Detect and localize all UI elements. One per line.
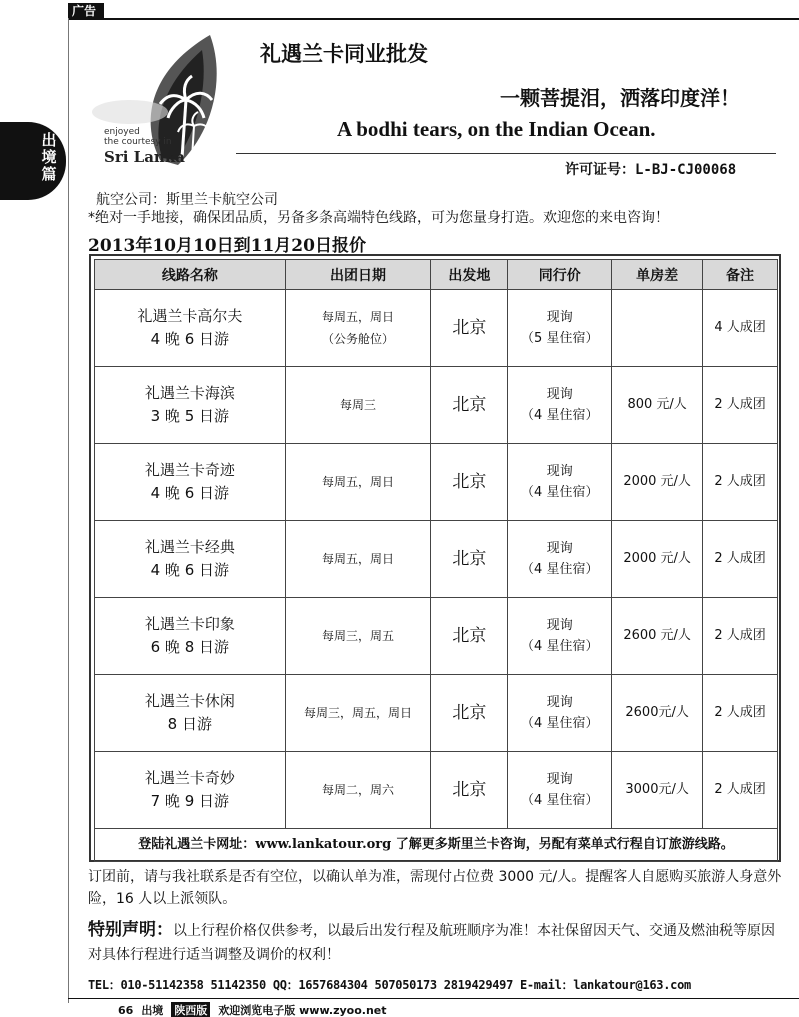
col-remark: 备注 [703, 260, 778, 290]
single-cell [612, 290, 703, 367]
table-row [95, 675, 778, 752]
date-cell: 每周五，周日 [285, 444, 431, 521]
date-cell: 每周二，周六 [285, 752, 431, 829]
single-cell: 3000元/人 [612, 752, 703, 829]
table-row [95, 521, 778, 598]
price-table-frame [89, 254, 781, 862]
table-header-row [95, 260, 778, 290]
route-cell: 礼遇兰卡奇妙 7 晚 9 日游 [95, 752, 286, 829]
left-rule [68, 18, 69, 1003]
remark-cell: 2 人成团 [703, 444, 778, 521]
special-statement [88, 918, 788, 967]
logo-line2: the courtesy in [104, 137, 172, 147]
price-cell: 现询 （4 星住宿） [508, 444, 612, 521]
table-row [95, 752, 778, 829]
airline-info: 航空公司：斯里兰卡航空公司 [96, 192, 278, 208]
route-cell: 礼遇兰卡印象 6 晚 8 日游 [95, 598, 286, 675]
single-cell: 800 元/人 [612, 367, 703, 444]
route-cell: 礼遇兰卡高尔夫 4 晚 6 日游 [95, 290, 286, 367]
date-cell: 每周三，周五 [285, 598, 431, 675]
edition-badge: 陕西版 [171, 1002, 210, 1017]
remark-cell: 2 人成团 [703, 367, 778, 444]
col-date: 出团日期 [285, 260, 431, 290]
side-tab-label: 出境篇 [41, 131, 57, 183]
route-cell: 礼遇兰卡海滨 3 晚 5 日游 [95, 367, 286, 444]
license-value: L-BJ-CJ00068 [635, 162, 737, 178]
route-cell: 礼遇兰卡休闲 8 日游 [95, 675, 286, 752]
license-number [565, 159, 736, 179]
logo-tagline [104, 127, 224, 147]
price-cell: 现询 （4 星住宿） [508, 598, 612, 675]
price-cell: 现询 （4 星住宿） [508, 521, 612, 598]
col-single-supplement: 单房差 [612, 260, 703, 290]
website-note: 登陆礼遇兰卡网址：www.lankatour.org 了解更多斯里兰卡咨询，另配有菜单式行程自订旅游线路。 [95, 829, 778, 862]
section-side-tab [0, 122, 66, 200]
single-cell: 2600 元/人 [612, 598, 703, 675]
route-cell: 礼遇兰卡奇迹 4 晚 6 日游 [95, 444, 286, 521]
price-period-title: 2013年10月10日到11月20日报价 [88, 236, 366, 256]
table-row [95, 367, 778, 444]
license-label: 许可证号： [565, 162, 635, 178]
price-cell: 现询 （4 星住宿） [508, 752, 612, 829]
table-row [95, 444, 778, 521]
footer-site: 欢迎浏览电子版 www.zyoo.net [218, 1004, 387, 1017]
header-rule [236, 153, 776, 154]
logo-brand: Sri Lanka [104, 148, 185, 166]
date-cell: 每周三 [285, 367, 431, 444]
top-rule [68, 18, 799, 20]
ad-tag: 广告 [68, 3, 104, 19]
price-cell: 现询 （4 星住宿） [508, 675, 612, 752]
remark-cell: 2 人成团 [703, 752, 778, 829]
table-row [95, 290, 778, 367]
city-cell: 北京 [431, 290, 508, 367]
booking-note: 订团前，请与我社联系是否有空位，以确认单为准，需现付占位费 3000 元/人。提醒客人自愿购买旅游人身意外险，16 人以上派领队。 [88, 869, 782, 907]
bottom-rule [68, 998, 799, 999]
remark-cell: 4 人成团 [703, 290, 778, 367]
footer-section: 出境 [141, 1004, 164, 1017]
ad-title: 礼遇兰卡同业批发 [260, 41, 428, 66]
page-footer [118, 1002, 387, 1017]
table-row [95, 598, 778, 675]
col-route: 线路名称 [95, 260, 286, 290]
slogan-cn: 一颗菩提泪，洒落印度洋！ [500, 86, 740, 110]
remark-cell: 2 人成团 [703, 521, 778, 598]
page-number: 66 [118, 1003, 134, 1017]
statement-lead: 特别声明： [88, 920, 173, 940]
intro-note: *绝对一手地接，确保团品质，另备多条高端特色线路，可为您量身打造。欢迎您的来电咨询！ [88, 210, 669, 226]
table-footer-row [95, 829, 778, 862]
sri-lanka-logo [90, 30, 240, 175]
date-cell: 每周五，周日 [285, 521, 431, 598]
price-table [94, 259, 778, 862]
city-cell: 北京 [431, 752, 508, 829]
col-price: 同行价 [508, 260, 612, 290]
city-cell: 北京 [431, 367, 508, 444]
single-cell: 2000 元/人 [612, 521, 703, 598]
col-departure: 出发地 [431, 260, 508, 290]
statement-text: 以上行程价格仅供参考，以最后出发行程及航班顺序为准！本社保留因天气、交通及燃油税等原因对具体行程进行适当调整及调价的权利！ [88, 923, 775, 963]
remark-cell: 2 人成团 [703, 598, 778, 675]
slogan-en: A bodhi tears, on the Indian Ocean. [337, 117, 656, 141]
route-cell: 礼遇兰卡经典 4 晚 6 日游 [95, 521, 286, 598]
contact-line: TEL：010-51142358 51142350 QQ：1657684304 507050173 2819429497 E-mail：lankatour@163.com [88, 978, 691, 992]
city-cell: 北京 [431, 521, 508, 598]
remark-cell: 2 人成团 [703, 675, 778, 752]
single-cell: 2000 元/人 [612, 444, 703, 521]
city-cell: 北京 [431, 444, 508, 521]
city-cell: 北京 [431, 675, 508, 752]
city-cell: 北京 [431, 598, 508, 675]
logo-line1: enjoyed [104, 127, 140, 137]
price-cell: 现询 （4 星住宿） [508, 367, 612, 444]
date-cell: 每周三，周五，周日 [285, 675, 431, 752]
date-cell: 每周五，周日 （公务舱位） [285, 290, 431, 367]
price-cell: 现询 （5 星住宿） [508, 290, 612, 367]
single-cell: 2600元/人 [612, 675, 703, 752]
